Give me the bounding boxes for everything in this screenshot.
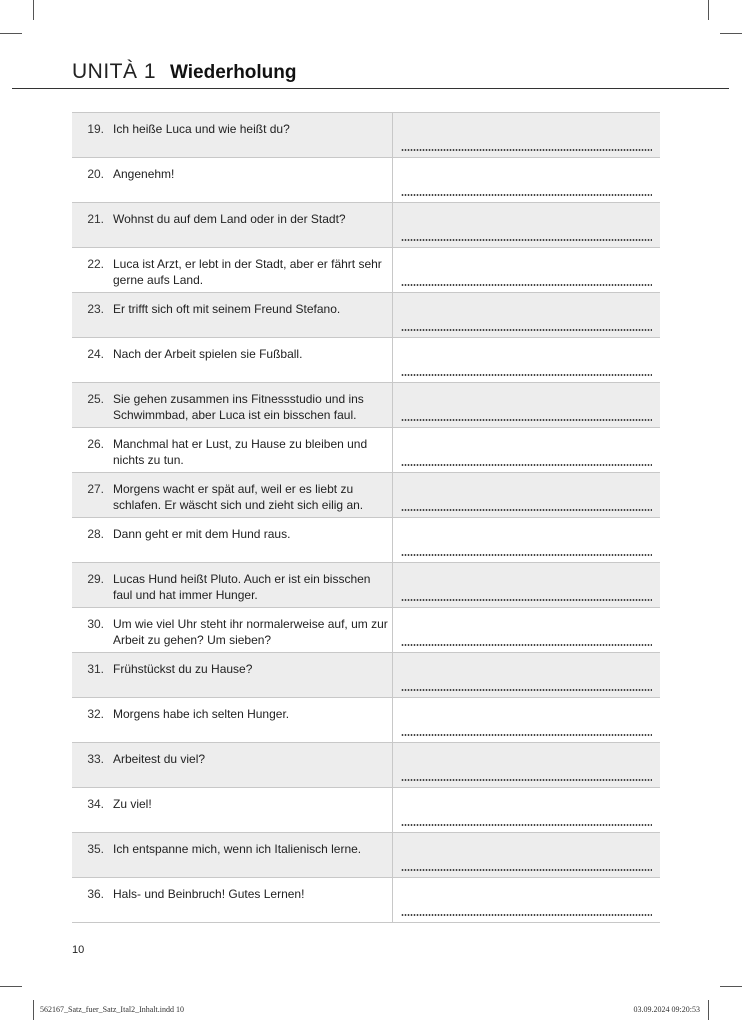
item-number: 28. <box>87 527 104 541</box>
sentence-text: Ich heiße Luca und wie heißt du? <box>113 122 290 136</box>
answer-field[interactable] <box>392 158 660 202</box>
dotted-answer-line <box>401 419 652 421</box>
answer-field[interactable] <box>392 473 660 517</box>
answer-field[interactable] <box>392 653 660 697</box>
table-row <box>72 248 660 293</box>
answer-field[interactable] <box>392 338 660 382</box>
item-number: 22. <box>87 257 104 271</box>
sentence-text: Ich entspanne mich, wenn ich Italienisch lerne. <box>113 842 362 856</box>
answer-field[interactable] <box>392 833 660 877</box>
item-number: 21. <box>87 212 104 226</box>
answer-field[interactable] <box>392 563 660 607</box>
sentence-text: Wohnst du auf dem Land oder in der Stadt? <box>113 212 346 226</box>
page-number: 10 <box>72 944 85 956</box>
dotted-answer-line <box>401 644 652 646</box>
table-row <box>72 158 660 203</box>
sentence-text: Lucas Hund heißt Pluto. Auch er ist ein bisschen faul und hat immer Hunger. <box>113 572 371 602</box>
answer-field[interactable] <box>392 608 660 652</box>
header-divider <box>12 88 729 89</box>
answer-field[interactable] <box>392 248 660 292</box>
table-row <box>72 608 660 653</box>
sentence-text: Morgens wacht er spät auf, weil er es liebt zu schlafen. Er wäscht sich und zieht sich eilig an. <box>113 482 364 512</box>
table-row <box>72 293 660 338</box>
dotted-answer-line <box>401 149 652 151</box>
item-number: 36. <box>87 887 104 901</box>
sentence-text: Er trifft sich oft mit seinem Freund Stefano. <box>113 302 341 316</box>
table-row <box>72 653 660 698</box>
crop-mark <box>0 33 22 34</box>
sentence-text: Morgens habe ich selten Hunger. <box>113 707 290 721</box>
dotted-answer-line <box>401 374 652 376</box>
answer-field[interactable] <box>392 383 660 427</box>
footer-timestamp: 03.09.2024 09:20:53 <box>633 1005 700 1014</box>
item-number: 26. <box>87 437 104 451</box>
item-number: 34. <box>87 797 104 811</box>
item-number: 33. <box>87 752 104 766</box>
sentence-text: Manchmal hat er Lust, zu Hause zu bleiben und nichts zu tun. <box>113 437 368 467</box>
item-number: 20. <box>87 167 104 181</box>
crop-mark <box>708 0 709 20</box>
table-row <box>72 743 660 788</box>
dotted-answer-line <box>401 779 652 781</box>
sentence-text: Luca ist Arzt, er lebt in der Stadt, aber er fährt sehr gerne aufs Land. <box>113 257 382 287</box>
item-number: 30. <box>87 617 104 631</box>
item-number: 29. <box>87 572 104 586</box>
dotted-answer-line <box>401 329 652 331</box>
crop-mark <box>720 33 742 34</box>
item-number: 27. <box>87 482 104 496</box>
answer-field[interactable] <box>392 743 660 787</box>
sentence-text: Hals- und Beinbruch! Gutes Lernen! <box>113 887 305 901</box>
table-row <box>72 113 660 158</box>
dotted-answer-line <box>401 734 652 736</box>
dotted-answer-line <box>401 554 652 556</box>
item-number: 24. <box>87 347 104 361</box>
footer-file-info: 562167_Satz_fuer_Satz_Ital2_Inhalt.indd 10 <box>40 1005 184 1014</box>
dotted-answer-line <box>401 194 652 196</box>
answer-field[interactable] <box>392 293 660 337</box>
table-row <box>72 698 660 743</box>
dotted-answer-line <box>401 869 652 871</box>
answer-field[interactable] <box>392 788 660 832</box>
page-title: Wiederholung <box>170 62 297 83</box>
sentence-text: Nach der Arbeit spielen sie Fußball. <box>113 347 303 361</box>
sentence-text: Sie gehen zusammen ins Fitnessstudio und ins Schwimmbad, aber Luca ist ein bisschen faul. <box>113 392 364 422</box>
table-row <box>72 338 660 383</box>
answer-field[interactable] <box>392 203 660 247</box>
dotted-answer-line <box>401 509 652 511</box>
answer-field[interactable] <box>392 878 660 922</box>
table-row <box>72 203 660 248</box>
item-number: 32. <box>87 707 104 721</box>
table-row <box>72 833 660 878</box>
unit-label: UNITÀ 1 <box>72 60 157 83</box>
sentence-text: Frühstückst du zu Hause? <box>113 662 253 676</box>
item-number: 23. <box>87 302 104 316</box>
crop-mark <box>33 0 34 20</box>
dotted-answer-line <box>401 284 652 286</box>
crop-mark <box>708 1000 709 1020</box>
crop-mark <box>720 986 742 987</box>
page-header <box>72 60 297 88</box>
table-row <box>72 563 660 608</box>
sentence-text: Angenehm! <box>113 167 175 181</box>
item-number: 19. <box>87 122 104 136</box>
table-row <box>72 473 660 518</box>
item-number: 25. <box>87 392 104 406</box>
dotted-answer-line <box>401 824 652 826</box>
table-row <box>72 428 660 473</box>
table-row <box>72 788 660 833</box>
crop-mark <box>33 1000 34 1020</box>
sentence-text: Zu viel! <box>113 797 152 811</box>
item-number: 31. <box>87 662 104 676</box>
dotted-answer-line <box>401 599 652 601</box>
answer-field[interactable] <box>392 428 660 472</box>
sentence-text: Um wie viel Uhr steht ihr normalerweise auf, um zur Arbeit zu gehen? Um sieben? <box>113 617 388 647</box>
answer-field[interactable] <box>392 698 660 742</box>
table-row <box>72 878 660 923</box>
answer-field[interactable] <box>392 518 660 562</box>
sentence-text: Dann geht er mit dem Hund raus. <box>113 527 291 541</box>
table-row <box>72 383 660 428</box>
answer-field[interactable] <box>392 113 660 157</box>
dotted-answer-line <box>401 464 652 466</box>
crop-mark <box>0 986 22 987</box>
table-row <box>72 518 660 563</box>
sentence-text: Arbeitest du viel? <box>113 752 206 766</box>
item-number: 35. <box>87 842 104 856</box>
exercise-table <box>72 112 660 923</box>
dotted-answer-line <box>401 239 652 241</box>
dotted-answer-line <box>401 689 652 691</box>
dotted-answer-line <box>401 914 652 916</box>
